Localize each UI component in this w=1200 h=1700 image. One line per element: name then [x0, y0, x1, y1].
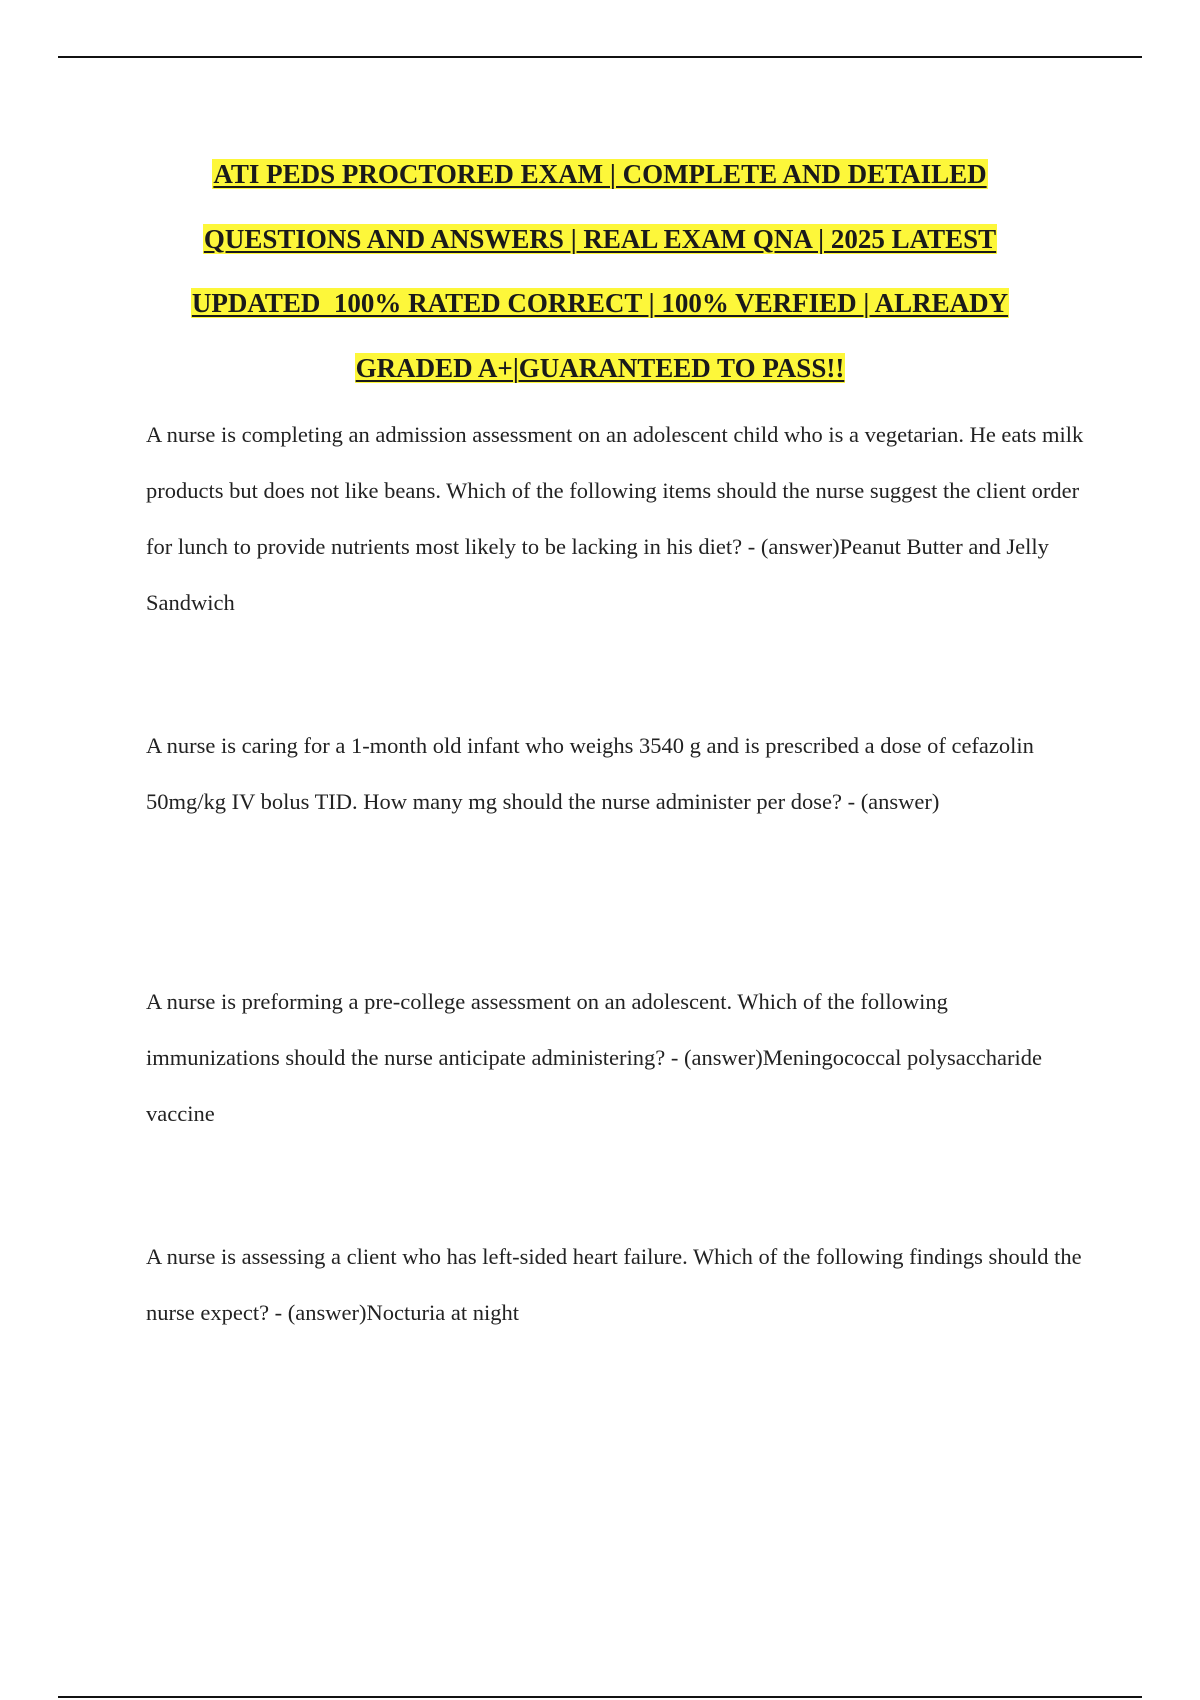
top-rule	[58, 56, 1142, 58]
title-line-2: QUESTIONS AND ANSWERS | REAL EXAM QNA | 2025 LATEST	[203, 223, 997, 254]
title-line-4: GRADED A+|GUARANTEED TO PASS!!	[355, 352, 845, 383]
question-4: A nurse is assessing a client who has left-sided heart failure. Which of the following findings should the nurse expect? - (answer)Nocturia at night	[146, 1244, 1082, 1325]
document-title	[120, 142, 1080, 400]
title-line-1: ATI PEDS PROCTORED EXAM | COMPLETE AND DETAILED	[213, 159, 987, 189]
question-2: A nurse is caring for a 1-month old infant who weighs 3540 g and is prescribed a dose of cefazolin 50mg/kg IV bolus TID. How many mg should the nurse administer per dose? - (answer)	[146, 733, 1034, 814]
question-1: A nurse is completing an admission assessment on an adolescent child who is a vegetarian. He eats milk products but does not like beans. Which of the following items should the nurse suggest the client order for lunch to provide nutrients most likely to be lacking in his diet? - (answer)Peanut Butter and Jelly Sandwich	[146, 422, 1084, 615]
title-line-3: UPDATED 100% RATED CORRECT | 100% VERFIED | ALREADY	[191, 288, 1009, 318]
question-3: A nurse is preforming a pre-college assessment on an adolescent. Which of the following immunizations should the nurse anticipate administering? - (answer)Meningococcal polysaccharide vaccine	[146, 989, 1042, 1126]
bottom-rule	[58, 1696, 1142, 1698]
